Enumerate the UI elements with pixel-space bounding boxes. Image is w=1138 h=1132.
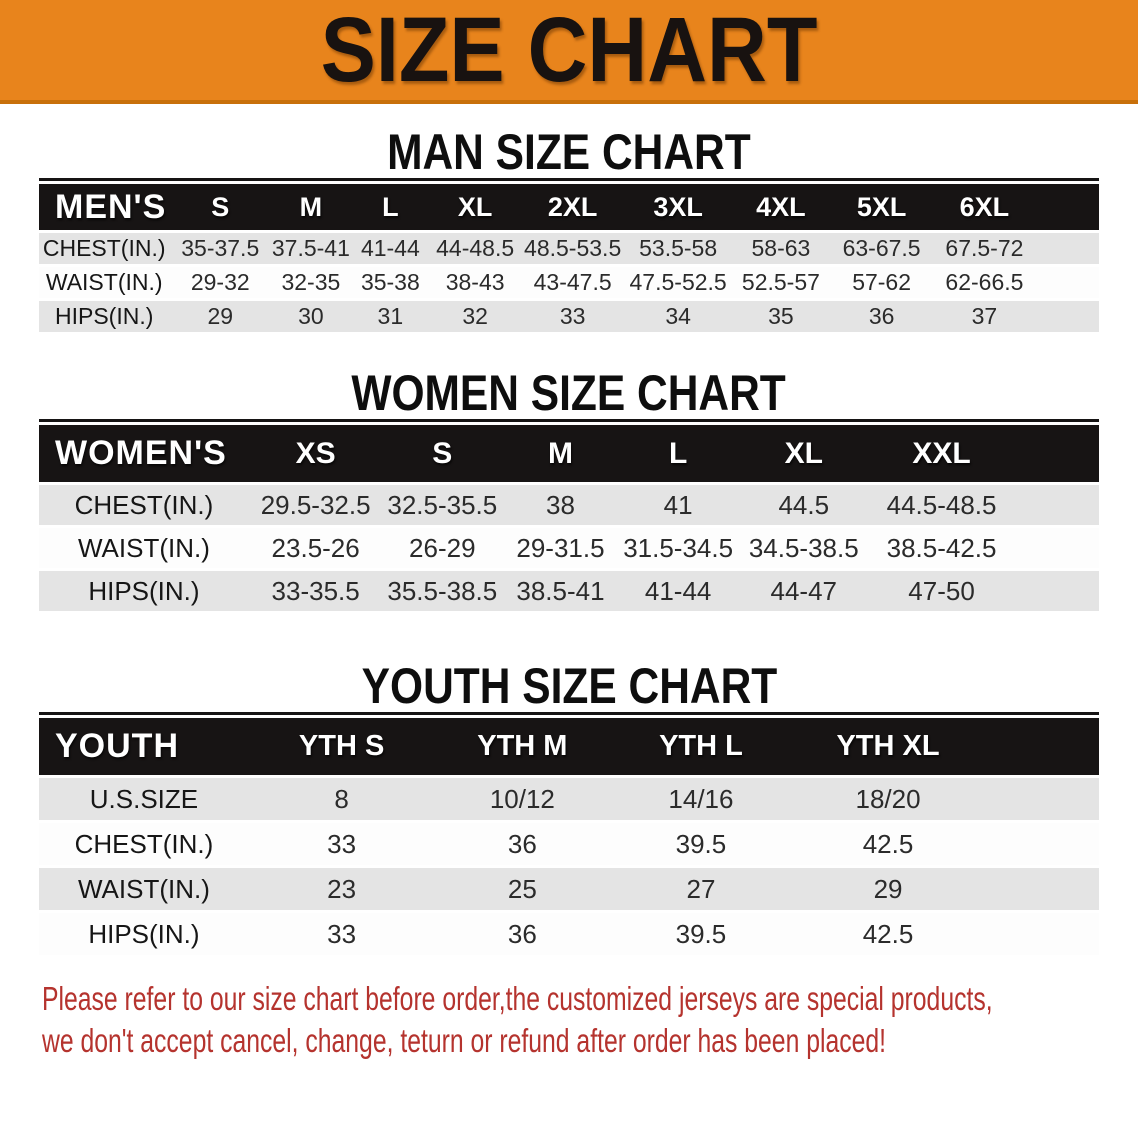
row-label: WAIST(IN.) — [39, 528, 249, 568]
table-row — [39, 267, 1099, 298]
column-header: L — [619, 425, 738, 482]
mens-size-table — [39, 178, 1099, 335]
size-value-cell: 44.5-48.5 — [870, 485, 1013, 525]
column-header: 5XL — [831, 184, 933, 230]
size-value-cell: 31 — [351, 301, 430, 332]
table-row — [39, 528, 1099, 568]
size-value-cell: 38.5-42.5 — [870, 528, 1013, 568]
filler-cell — [1036, 267, 1099, 298]
size-value-cell: 32.5-35.5 — [382, 485, 502, 525]
size-value-cell: 32-35 — [271, 267, 350, 298]
row-label: WAIST(IN.) — [39, 868, 249, 910]
size-value-cell: 44-48.5 — [430, 233, 520, 264]
size-value-cell: 63-67.5 — [831, 233, 933, 264]
size-value-cell: 36 — [434, 823, 610, 865]
column-header: XS — [249, 425, 383, 482]
row-label: HIPS(IN.) — [39, 913, 249, 955]
size-value-cell: 53.5-58 — [625, 233, 731, 264]
column-header: YTH M — [434, 718, 610, 775]
table-row — [39, 823, 1099, 865]
man-section-heading: MAN SIZE CHART — [387, 124, 751, 180]
filler-cell — [1036, 233, 1099, 264]
size-value-cell: 47.5-52.5 — [625, 267, 731, 298]
row-label: CHEST(IN.) — [39, 233, 169, 264]
size-value-cell: 39.5 — [610, 913, 791, 955]
column-header: XL — [430, 184, 520, 230]
filler-cell — [984, 778, 1099, 820]
filler-cell — [984, 718, 1099, 775]
size-value-cell: 29 — [169, 301, 271, 332]
size-value-cell: 33 — [249, 823, 435, 865]
size-value-cell: 31.5-34.5 — [619, 528, 738, 568]
size-value-cell: 42.5 — [792, 823, 985, 865]
row-label: WAIST(IN.) — [39, 267, 169, 298]
size-value-cell: 38.5-41 — [502, 571, 619, 611]
size-value-cell: 23.5-26 — [249, 528, 383, 568]
table-row — [39, 301, 1099, 332]
filler-cell — [984, 868, 1099, 910]
table-row — [39, 913, 1099, 955]
column-header: 2XL — [520, 184, 625, 230]
column-header: M — [502, 425, 619, 482]
size-value-cell: 44.5 — [738, 485, 871, 525]
size-value-cell: 29 — [792, 868, 985, 910]
column-header: S — [169, 184, 271, 230]
row-label: CHEST(IN.) — [39, 823, 249, 865]
size-value-cell: 39.5 — [610, 823, 791, 865]
size-value-cell: 43-47.5 — [520, 267, 625, 298]
size-value-cell: 36 — [831, 301, 933, 332]
youth-section-heading: YOUTH SIZE CHART — [361, 658, 777, 714]
size-value-cell: 33 — [249, 913, 435, 955]
size-value-cell: 25 — [434, 868, 610, 910]
size-value-cell: 41-44 — [351, 233, 430, 264]
size-value-cell: 29.5-32.5 — [249, 485, 383, 525]
size-value-cell: 41-44 — [619, 571, 738, 611]
table-corner-label: YOUTH — [39, 718, 249, 775]
size-value-cell: 48.5-53.5 — [520, 233, 625, 264]
filler-cell — [1013, 528, 1099, 568]
size-value-cell: 42.5 — [792, 913, 985, 955]
column-header: YTH XL — [792, 718, 985, 775]
column-header: S — [382, 425, 502, 482]
filler-cell — [1036, 184, 1099, 230]
header-row — [39, 184, 1099, 230]
size-value-cell: 14/16 — [610, 778, 791, 820]
column-header: YTH L — [610, 718, 791, 775]
filler-cell — [1036, 301, 1099, 332]
size-value-cell: 35 — [731, 301, 831, 332]
size-value-cell: 29-31.5 — [502, 528, 619, 568]
size-value-cell: 36 — [434, 913, 610, 955]
table-corner-label: WOMEN'S — [39, 425, 249, 482]
size-value-cell: 44-47 — [738, 571, 871, 611]
women-section-heading: WOMEN SIZE CHART — [351, 365, 787, 421]
row-label: CHEST(IN.) — [39, 485, 249, 525]
size-value-cell: 10/12 — [434, 778, 610, 820]
column-header: XXL — [870, 425, 1013, 482]
filler-cell — [1013, 485, 1099, 525]
filler-cell — [984, 913, 1099, 955]
column-header: YTH S — [249, 718, 435, 775]
column-header: 3XL — [625, 184, 731, 230]
size-value-cell: 57-62 — [831, 267, 933, 298]
row-label: HIPS(IN.) — [39, 301, 169, 332]
footer-note-line2: we don't accept cancel, change, teturn or refund after order has been placed! — [42, 1022, 887, 1059]
size-value-cell: 32 — [430, 301, 520, 332]
table-row — [39, 868, 1099, 910]
size-value-cell: 29-32 — [169, 267, 271, 298]
size-value-cell: 30 — [271, 301, 350, 332]
size-value-cell: 8 — [249, 778, 435, 820]
row-label: U.S.SIZE — [39, 778, 249, 820]
size-value-cell: 37 — [932, 301, 1036, 332]
size-value-cell: 35.5-38.5 — [382, 571, 502, 611]
column-header: M — [271, 184, 350, 230]
size-value-cell: 58-63 — [731, 233, 831, 264]
column-header: 4XL — [731, 184, 831, 230]
size-value-cell: 37.5-41 — [271, 233, 350, 264]
table-corner-label: MEN'S — [39, 184, 169, 230]
size-value-cell: 23 — [249, 868, 435, 910]
footer-note-line1: Please refer to our size chart before order,the customized jerseys are special products, — [42, 980, 993, 1017]
size-value-cell: 35-37.5 — [169, 233, 271, 264]
size-value-cell: 27 — [610, 868, 791, 910]
womens-size-table — [39, 419, 1099, 614]
table-row — [39, 571, 1099, 611]
size-value-cell: 34 — [625, 301, 731, 332]
row-label: HIPS(IN.) — [39, 571, 249, 611]
size-value-cell: 33 — [520, 301, 625, 332]
column-header: L — [351, 184, 430, 230]
table-row — [39, 485, 1099, 525]
size-value-cell: 26-29 — [382, 528, 502, 568]
youth-size-table — [39, 712, 1099, 958]
size-value-cell: 33-35.5 — [249, 571, 383, 611]
size-value-cell: 34.5-38.5 — [738, 528, 871, 568]
column-header: XL — [738, 425, 871, 482]
header-row — [39, 425, 1099, 482]
filler-cell — [1013, 425, 1099, 482]
size-value-cell: 18/20 — [792, 778, 985, 820]
size-value-cell: 38-43 — [430, 267, 520, 298]
table-row — [39, 233, 1099, 264]
banner — [0, 0, 1138, 104]
size-value-cell: 41 — [619, 485, 738, 525]
size-value-cell: 67.5-72 — [932, 233, 1036, 264]
size-value-cell: 62-66.5 — [932, 267, 1036, 298]
size-value-cell: 47-50 — [870, 571, 1013, 611]
table-row — [39, 778, 1099, 820]
header-row — [39, 718, 1099, 775]
filler-cell — [984, 823, 1099, 865]
footer-note — [42, 978, 1138, 1062]
banner-title: SIZE CHART — [320, 0, 818, 101]
filler-cell — [1013, 571, 1099, 611]
size-value-cell: 35-38 — [351, 267, 430, 298]
size-value-cell: 52.5-57 — [731, 267, 831, 298]
size-value-cell: 38 — [502, 485, 619, 525]
column-header: 6XL — [932, 184, 1036, 230]
